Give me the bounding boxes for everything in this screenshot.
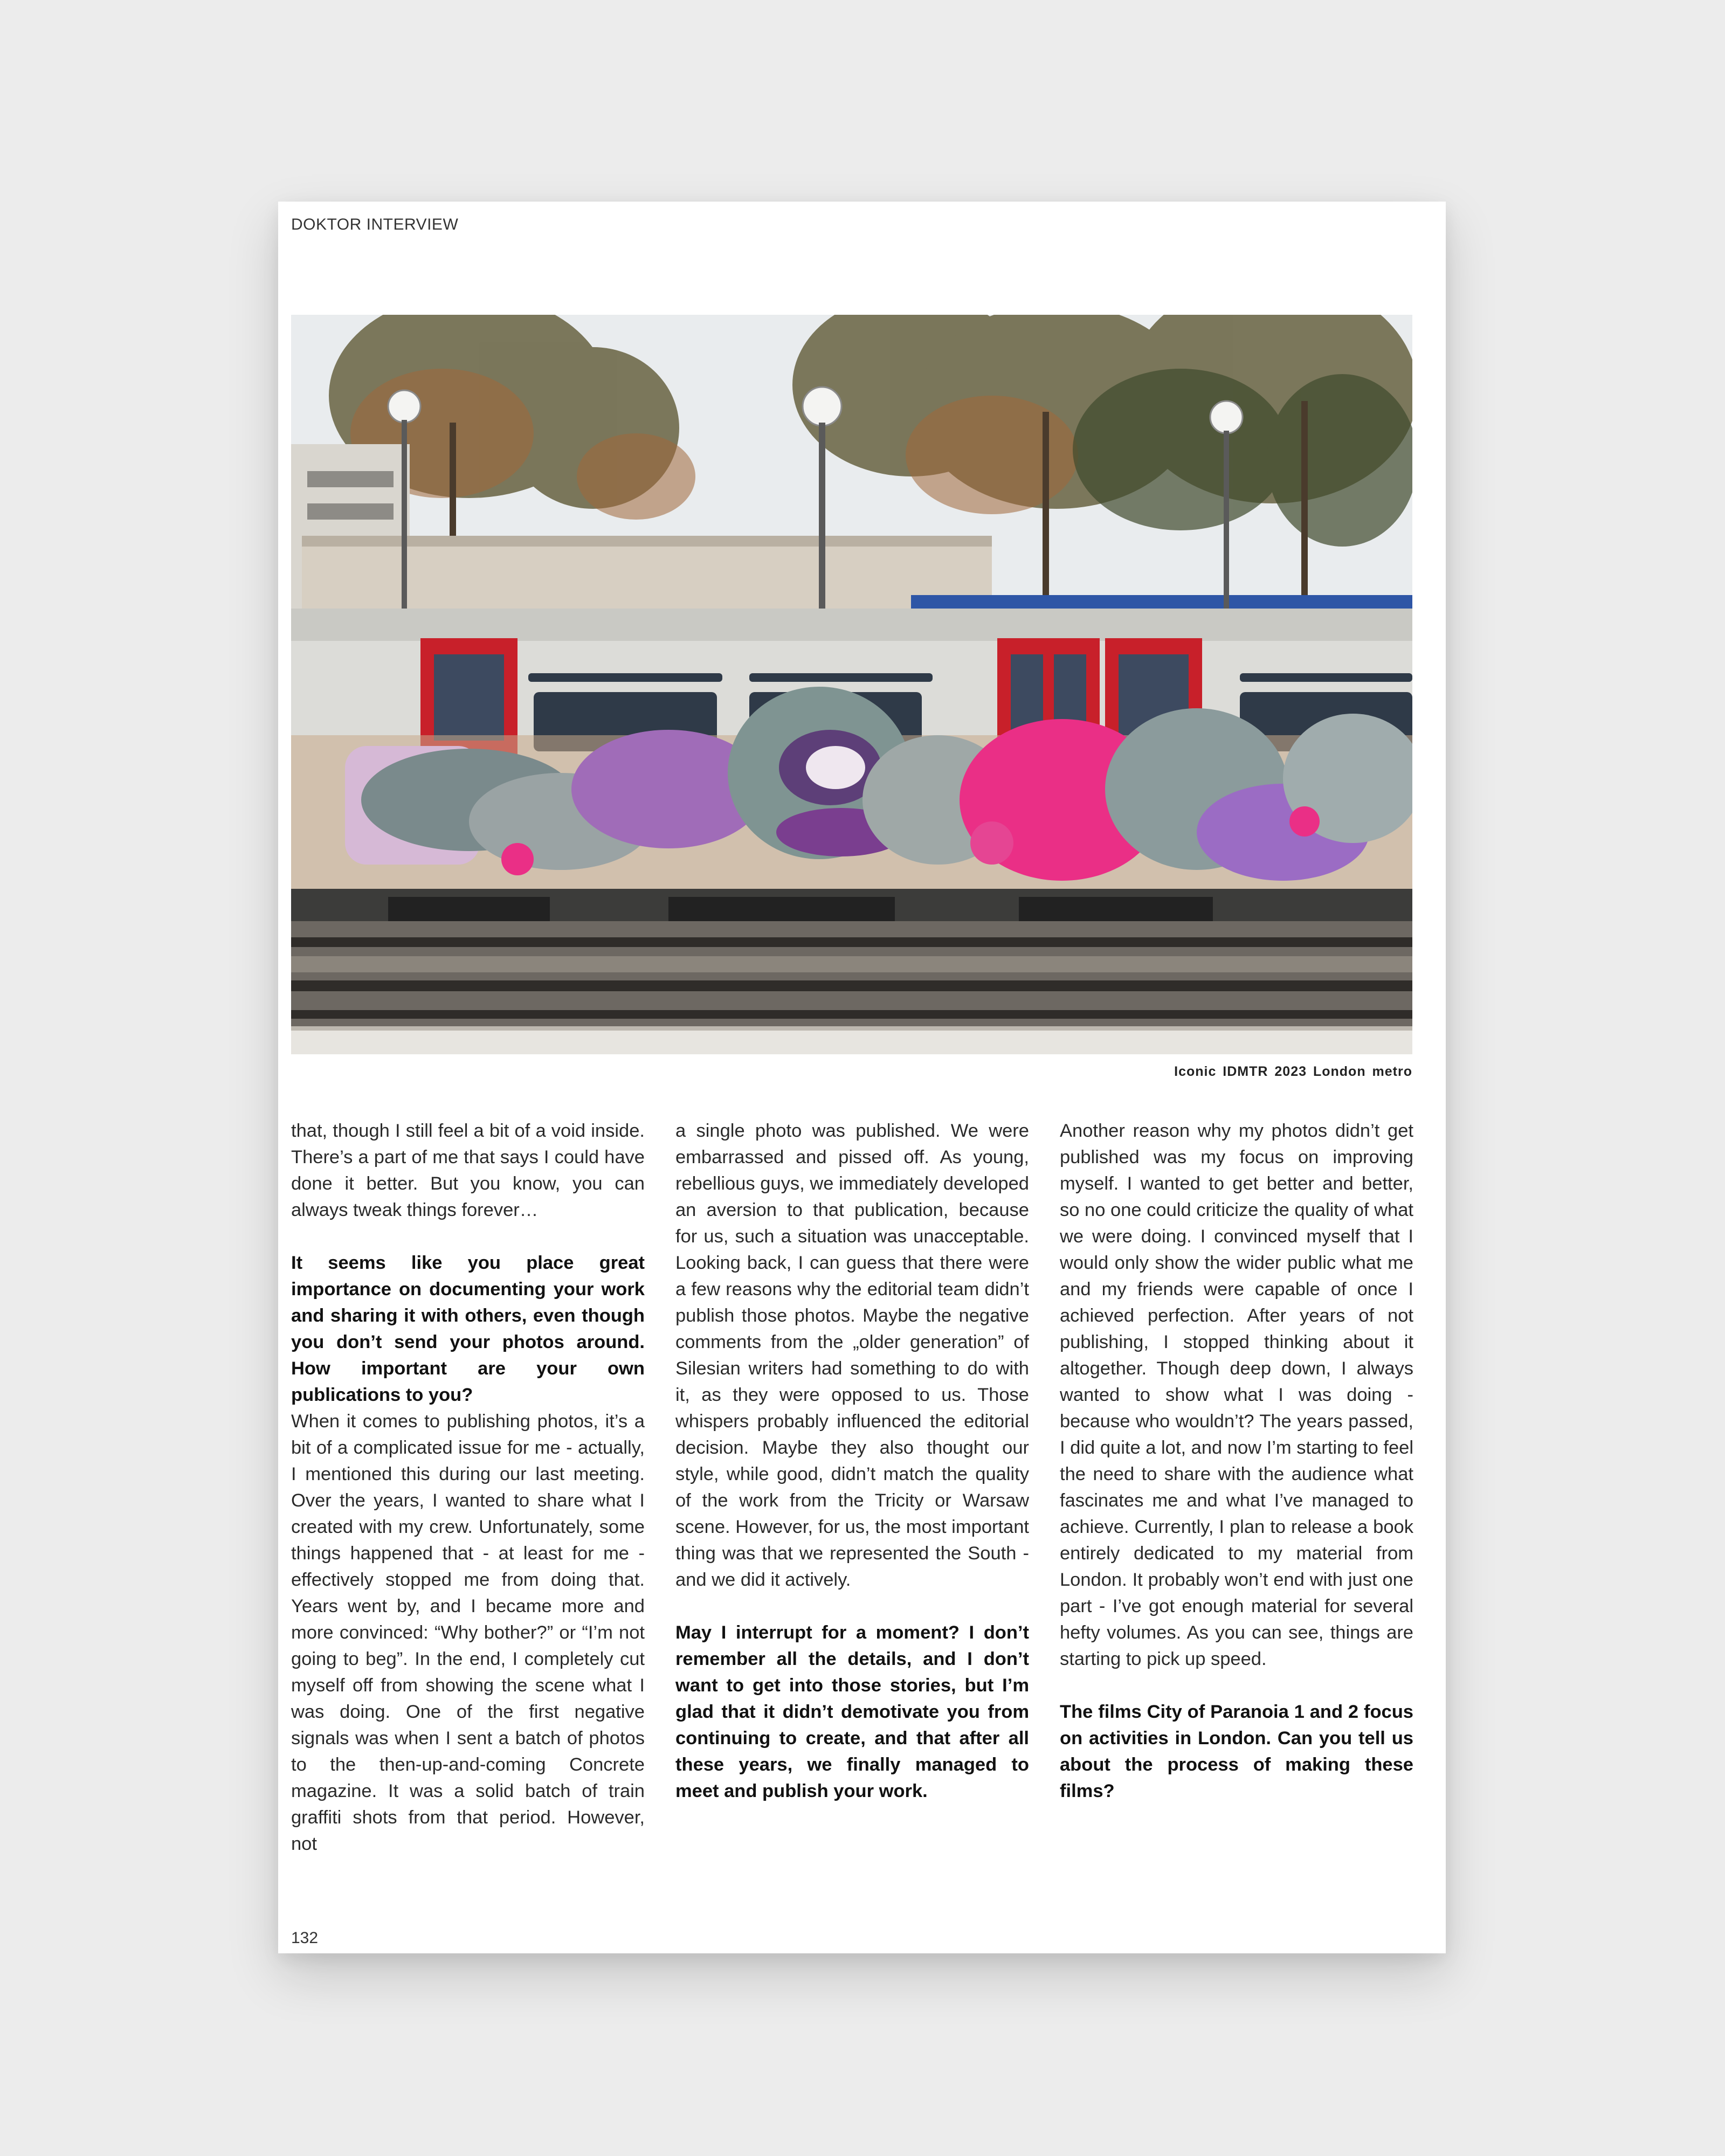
- paragraph: When it comes to publishing photos, it’s a bit of a complicated issue for me - actually, I mentioned this during our last meeting. Over the years, I wanted to share what I created with my crew. Unfortunately, some things happened that - at least for me - effectively stopped me from doing that. Years went by, and I became more and more convinced: “Why bother?” or “I’m not going to beg”. In the end, I completely cut myself off from showing the scene what I was doing. One of the first negative signals was when I sent a batch of photos to the then-up-and-coming Concrete magazine. It was a solid batch of train graffiti shots from that period. However, not: [291, 1411, 645, 1854]
- text-column-3: [1060, 1118, 1413, 1805]
- section-header: DOKTOR INTERVIEW: [291, 216, 459, 233]
- text-column-2: [675, 1118, 1029, 1805]
- train-graffiti-photo: [291, 315, 1412, 1054]
- paragraph: Another reason why my photos didn’t get published was my focus on improving myself. I wanted to get better and better, so no one could criticize the quality of what we were doing. I convinced myself that I would only show the wider public what me and my friends were capable of once I achieved perfection. After years of not publishing, I stopped thinking about it altogether. Though deep down, I always wanted to show what I was doing - because who wouldn’t? The years passed, I did quite a lot, and now I’m starting to feel the need to share with the audience what fascinates me and what I’ve managed to achieve. Currently, I plan to release a book entirely dedicated to my material from London. It probably won’t end with just one part - I’ve got enough material for several hefty volumes. As you can see, things are starting to pick up speed.: [1060, 1121, 1413, 1669]
- interview-question: The films City of Paranoia 1 and 2 focus on activities in London. Can you tell us about the process of making these films?: [1060, 1702, 1413, 1801]
- paragraph: a single photo was published. We were embarrassed and pissed off. As young, rebellious guys, we immediately developed an aversion to that publication, because for us, such a situation was unacceptable. Looking back, I can guess that there were a few reasons why the editorial team didn’t publish those photos. Maybe the negative comments from the „older generation” of Silesian writers had something to do with it, as they were opposed to us. Those whispers probably influenced the editorial decision. Maybe they also thought our style, while good, didn’t match the quality of the work from the Tricity or Warsaw scene. However, for us, the most important thing was that we represented the South - and we did it actively.: [675, 1121, 1029, 1590]
- photo-caption: Iconic IDMTR 2023 London metro: [1174, 1064, 1412, 1079]
- interview-question: May I interrupt for a moment? I don’t remember all the details, and I don’t want to get into those stories, but I’m glad that it didn’t demotivate you from continuing to create, and that after all these years, we finally managed to meet and publish your work.: [675, 1622, 1029, 1801]
- page-number: 132: [291, 1929, 319, 1947]
- paragraph: that, though I still feel a bit of a void inside. There’s a part of me that says I could have done it better. But you know, you can always tweak things forever…: [291, 1121, 645, 1220]
- interview-question: It seems like you place great importance on documenting your work and sharing it with others, even though you don’t send your photos around. How important are your own publications to you?: [291, 1253, 645, 1405]
- text-column-1: [291, 1118, 645, 1884]
- magazine-page: [278, 202, 1446, 1953]
